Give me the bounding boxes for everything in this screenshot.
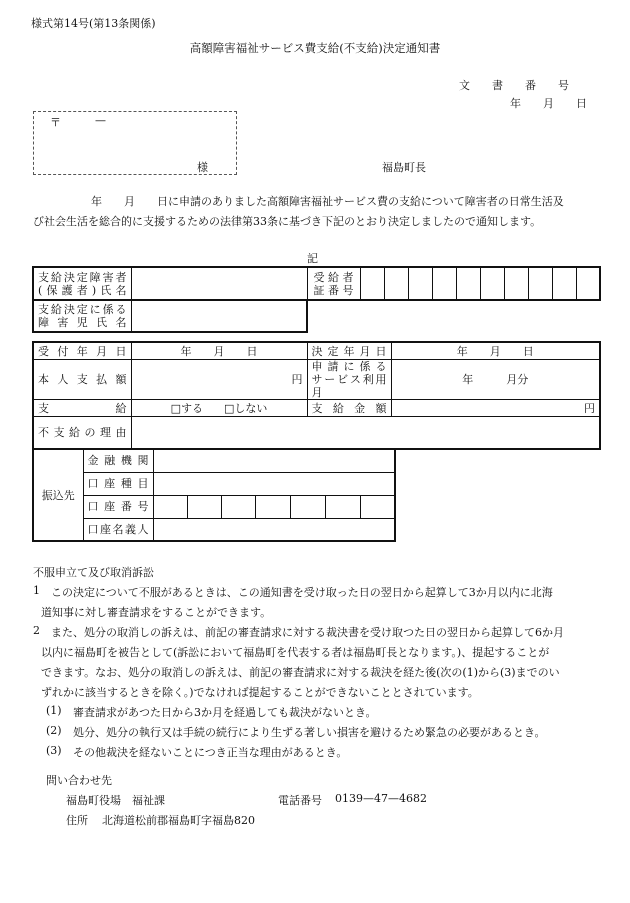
sub-item-text: 審査請求があつた日から3か月を経過しても裁決がないとき。	[73, 706, 377, 719]
account-type-cell	[153, 472, 395, 495]
account-digit	[360, 495, 395, 518]
contact-heading: 問い合わせ先	[46, 774, 112, 787]
account-digit	[153, 495, 187, 518]
appeal-item-1-number: 1	[33, 584, 40, 597]
page-title: 高額障害福祉サービス費支給(不支給)決定通知書	[189, 41, 441, 55]
recipient-name-cell	[131, 267, 307, 300]
appeal-item-1-line: この決定について不服があるときは、この通知書を受け取った日の翌日から起算して3か月以内に北海	[51, 586, 553, 599]
payment-amount-value: 円	[391, 400, 600, 417]
received-date-value: 年 月 日	[131, 342, 307, 360]
document-date-label: 年 月 日	[510, 97, 587, 110]
certificate-digit	[432, 267, 456, 300]
payment-yes-checkbox[interactable]: □する	[170, 401, 203, 415]
payment-no-checkbox[interactable]: □しない	[223, 401, 268, 415]
non-payment-reason-cell	[131, 417, 600, 449]
appeal-item-2-line: 以内に福島町を被告として(訴訟において福島町を代表する者は福島町長となります。)、提起することが	[41, 646, 550, 659]
recipient-name-label: 支給決定障害者 (保護者)氏名	[33, 267, 131, 300]
received-date-label: 受付年月日	[33, 342, 131, 360]
certificate-digit	[408, 267, 432, 300]
contact-address-label: 住所	[66, 814, 88, 827]
certificate-digit	[384, 267, 408, 300]
certificate-digit	[504, 267, 528, 300]
account-holder-cell	[153, 518, 395, 541]
bank-transfer-table	[32, 448, 396, 542]
intro-line-2: び社会生活を総合的に支援するための法律第33条に基づき下記のとおり決定しましたので通知します。	[33, 215, 542, 228]
child-name-table	[32, 299, 308, 333]
document-number-label: 文 書 番 号	[459, 79, 569, 92]
self-payment-value: 円	[131, 360, 307, 400]
postal-dash: —	[95, 114, 106, 127]
account-digit	[325, 495, 360, 518]
recipient-table	[32, 266, 601, 301]
form-number: 様式第14号(第13条関係)	[31, 17, 156, 30]
account-type-label: 口座種目	[83, 472, 153, 495]
ki-heading: 記	[307, 252, 318, 265]
bank-institution-cell	[153, 449, 395, 472]
account-digit	[290, 495, 325, 518]
account-digit	[187, 495, 221, 518]
payment-amount-label: 支給金額	[307, 400, 391, 417]
decision-date-label: 決定年月日	[307, 342, 391, 360]
bank-group-label: 振込先	[33, 449, 83, 541]
certificate-number-label: 受 給 者 証 番 号	[307, 267, 360, 300]
certificate-digit	[480, 267, 504, 300]
self-payment-label: 本人支払額	[33, 360, 131, 400]
appeal-item-2-line: また、処分の取消しの訴えは、前記の審査請求に対する裁決書を受け取つた日の翌日から起算して6か月	[51, 626, 564, 639]
certificate-digit	[456, 267, 480, 300]
appeal-heading: 不服申立て及び取消訴訟	[33, 566, 154, 579]
account-number-label: 口座番号	[83, 495, 153, 518]
account-digit	[221, 495, 255, 518]
sub-item-number: (1)	[46, 704, 62, 717]
appeal-item-2-line: ずれかに該当するときを除く。)でなければ提起することができないこととされています。	[41, 686, 479, 699]
payment-label: 支 給	[33, 400, 131, 417]
contact-phone-label: 電話番号	[278, 794, 322, 807]
sub-item-number: (2)	[46, 724, 62, 737]
sub-item-text: その他裁決を経ないことにつき正当な理由があるとき。	[73, 746, 348, 759]
account-holder-label: 口座名義人	[83, 518, 153, 541]
bank-institution-label: 金融機関	[83, 449, 153, 472]
appeal-item-1-line: 道知事に対し審査請求をすることができます。	[41, 606, 272, 619]
contact-address: 北海道松前郡福島町字福島820	[102, 814, 255, 827]
service-month-label: 申 請 に 係 る サービス利用月	[307, 360, 391, 400]
child-name-cell	[131, 300, 307, 332]
child-name-label: 支給決定に係る 障害児氏名	[33, 300, 131, 332]
certificate-digit	[576, 267, 600, 300]
appeal-item-2-number: 2	[33, 624, 40, 637]
recipient-honorific: 様	[197, 161, 208, 174]
service-month-value: 年 月分	[391, 360, 600, 400]
account-digit	[255, 495, 290, 518]
sender-name: 福島町長	[382, 161, 426, 174]
intro-line-1: 年 月 日に申請のありました高額障害福祉サービス費の支給について障害者の日常生活及	[91, 195, 564, 208]
appeal-item-2-line: できます。なお、処分の取消しの訴えは、前記の審査請求に対する裁決を経た後(次の(1)から(3)までのい	[41, 666, 560, 679]
sub-item-number: (3)	[46, 744, 62, 757]
certificate-digit	[360, 267, 384, 300]
decision-table	[32, 341, 601, 450]
non-payment-reason-label: 不支給の理由	[33, 417, 131, 449]
sub-item-text: 処分、処分の執行又は手続の続行により生ずる著しい損害を避けるため緊急の必要があるとき。	[73, 726, 546, 739]
contact-phone: 0139—47—4682	[335, 792, 427, 805]
certificate-digit	[528, 267, 552, 300]
decision-date-value: 年 月 日	[391, 342, 600, 360]
certificate-digit	[552, 267, 576, 300]
postal-mark: 〒	[50, 116, 61, 129]
payment-options	[131, 400, 307, 417]
contact-office: 福島町役場 福祉課	[66, 794, 165, 807]
